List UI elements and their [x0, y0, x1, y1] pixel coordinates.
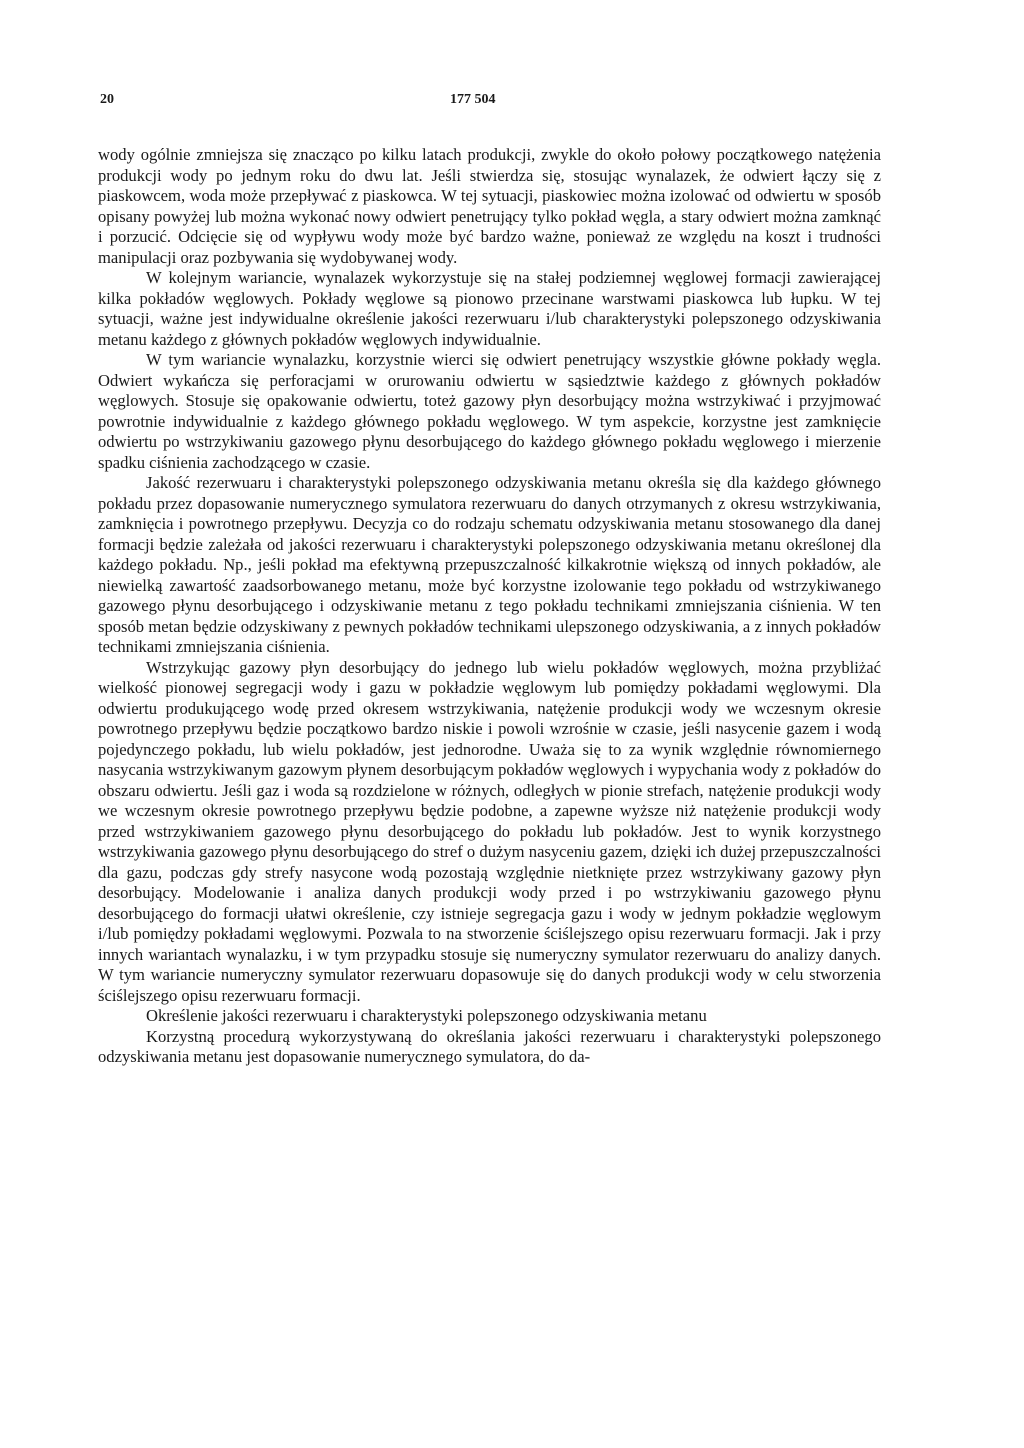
paragraph: Jakość rezerwuaru i charakterystyki polepszonego odzyskiwania metanu określa się dla każdego głównego pokładu przez dopasowanie numerycznego symulatora rezerwuaru do danych otrzymanych z okresu wstrzykiwania, zamknięcia i powrotnego przepływu. Decyzja co do rodzaju schematu odzyskiwania metanu stosowanego dla danej formacji będzie zależała od jakości rezerwuaru i charakterystyki polepszonego odzyskiwania metanu określonej dla każdego pokładu. Np., jeśli pokład ma efektywną przepuszczalność kilkakrotnie większą od innych pokładów, ale niewielką zawartość zaadsorbowanego metanu, może być korzystne izolowanie tego pokładu od wstrzykiwanego gazowego płynu desorbującego i odzyskiwanie metanu z tego pokładu technikami zmniejszania ciśnienia. W ten sposób metan będzie odzyskiwany z pewnych pokładów technikami ulepszonego odzyskiwania, a z innych pokładów technikami zmniejszania ciśnienia.	[98, 473, 881, 656]
section-heading: Określenie jakości rezerwuaru i charakterystyki polepszonego odzyskiwania metanu	[146, 1006, 707, 1025]
paragraph-continued: wody ogólnie zmniejsza się znacząco po kilku latach produkcji, zwykle do około połowy początkowego natężenia produkcji wody po jednym roku do dwu lat. Jeśli stwierdza się, stosując wynalazek, że odwiert łączy się z piaskowcem, woda może przepływać z piaskowca. W tej sytuacji, piaskowiec można izolować od odwiertu w sposób opisany powyżej lub można wykonać nowy odwiert penetrujący tylko pokład węgla, a stary odwiert można zamknąć i porzucić. Odcięcie się od wypływu wody może być bardzo ważne, ponieważ ze względu na koszt i trudności manipulacji oraz pozbywania się wydobywanej wody.	[98, 145, 881, 267]
paragraph: W kolejnym wariancie, wynalazek wykorzystuje się na stałej podziemnej węglowej formacji zawierającej kilka pokładów węglowych. Pokłady węglowe są pionowo przecinane warstwami piaskowca lub łupku. W tej sytuacji, ważne jest indywidualne określenie jakości rezerwuaru i/lub charakterystyki polepszonego odzyskiwania metanu każdego z głównych pokładów węglowych indywidualnie.	[98, 268, 881, 349]
page-number: 20	[100, 92, 114, 107]
page-header	[100, 92, 880, 112]
body-text	[98, 145, 881, 1068]
paragraph: W tym wariancie wynalazku, korzystnie wierci się odwiert penetrujący wszystkie główne pokłady węgla. Odwiert wykańcza się perforacjami w orurowaniu odwiertu w sąsiedztwie każdego z głównych pokładów węglowych. Stosuje się opakowanie odwiertu, toteż gazowy płyn desorbujący można wstrzykiwać i przyjmować powrotnie indywidualnie z każdego głównego pokładu węglowego. W tym aspekcie, korzystne jest zamknięcie odwiertu po wstrzykiwaniu gazowego płynu desorbującego do każdego głównego pokładu węglowego i mierzenie spadku ciśnienia zachodzącego w czasie.	[98, 350, 881, 472]
patent-number: 177 504	[450, 92, 496, 107]
paragraph: Wstrzykując gazowy płyn desorbujący do jednego lub wielu pokładów węglowych, można przybliżać wielkość pionowej segregacji wody i gazu w pokładzie węglowym lub pomiędzy pokładami węglowymi. Dla odwiertu produkującego wodę przed okresem wstrzykiwania, natężenie produkcji wody we wczesnym okresie powrotnego przepływu będzie początkowo bardzo niskie i powoli wzrośnie w czasie, jeśli nasycenie gazem i wodą pojedynczego pokładu, lub wielu pokładów, jest jednorodne. Uważa się to za wynik względnie równomiernego nasycania wstrzykiwanym gazowym płynem desorbującym pokładów węglowych i wypychania wody z pokładów do obszaru odwiertu. Jeśli gaz i woda są rozdzielone w różnych, odległych w pionie strefach, natężenie produkcji wody we wczesnym okresie powrotnego przepływu będzie podobne, a zapewne wyższe niż natężenie produkcji wody przed wstrzykiwaniem gazowego płynu desorbującego do pokładu lub pokładów. Jest to wynik korzystnego wstrzykiwania gazowego płynu desorbującego do stref o dużym nasyceniu gazem, dzięki ich dużej przepuszczalności dla gazu, podczas gdy strefy nasycone wodą pozostają względnie nietknięte przez wstrzykiwany gazowy płyn desorbujący. Modelowanie i analiza danych produkcji wody przed i po wstrzykiwaniu gazowego płynu desorbującego do formacji ułatwi określenie, czy istnieje segregacja gazu i wody w jednym pokładzie węglowym i/lub pomiędzy pokładami węglowymi. Pozwala to na stworzenie ściślejszego opisu rezerwuaru formacji. Jak i przy innych wariantach wynalazku, i w tym przypadku stosuje się numeryczny symulator rezerwuaru do analizy danych. W tym wariancie numeryczny symulator rezerwuaru dopasowuje się do danych produkcji wody w celu stworzenia ściślejszego opisu rezerwuaru formacji.	[98, 657, 881, 1005]
paragraph: Korzystną procedurą wykorzystywaną do określania jakości rezerwuaru i charakterystyki polepszonego odzyskiwania metanu jest dopasowanie numerycznego symulatora, do da-	[98, 1026, 881, 1066]
